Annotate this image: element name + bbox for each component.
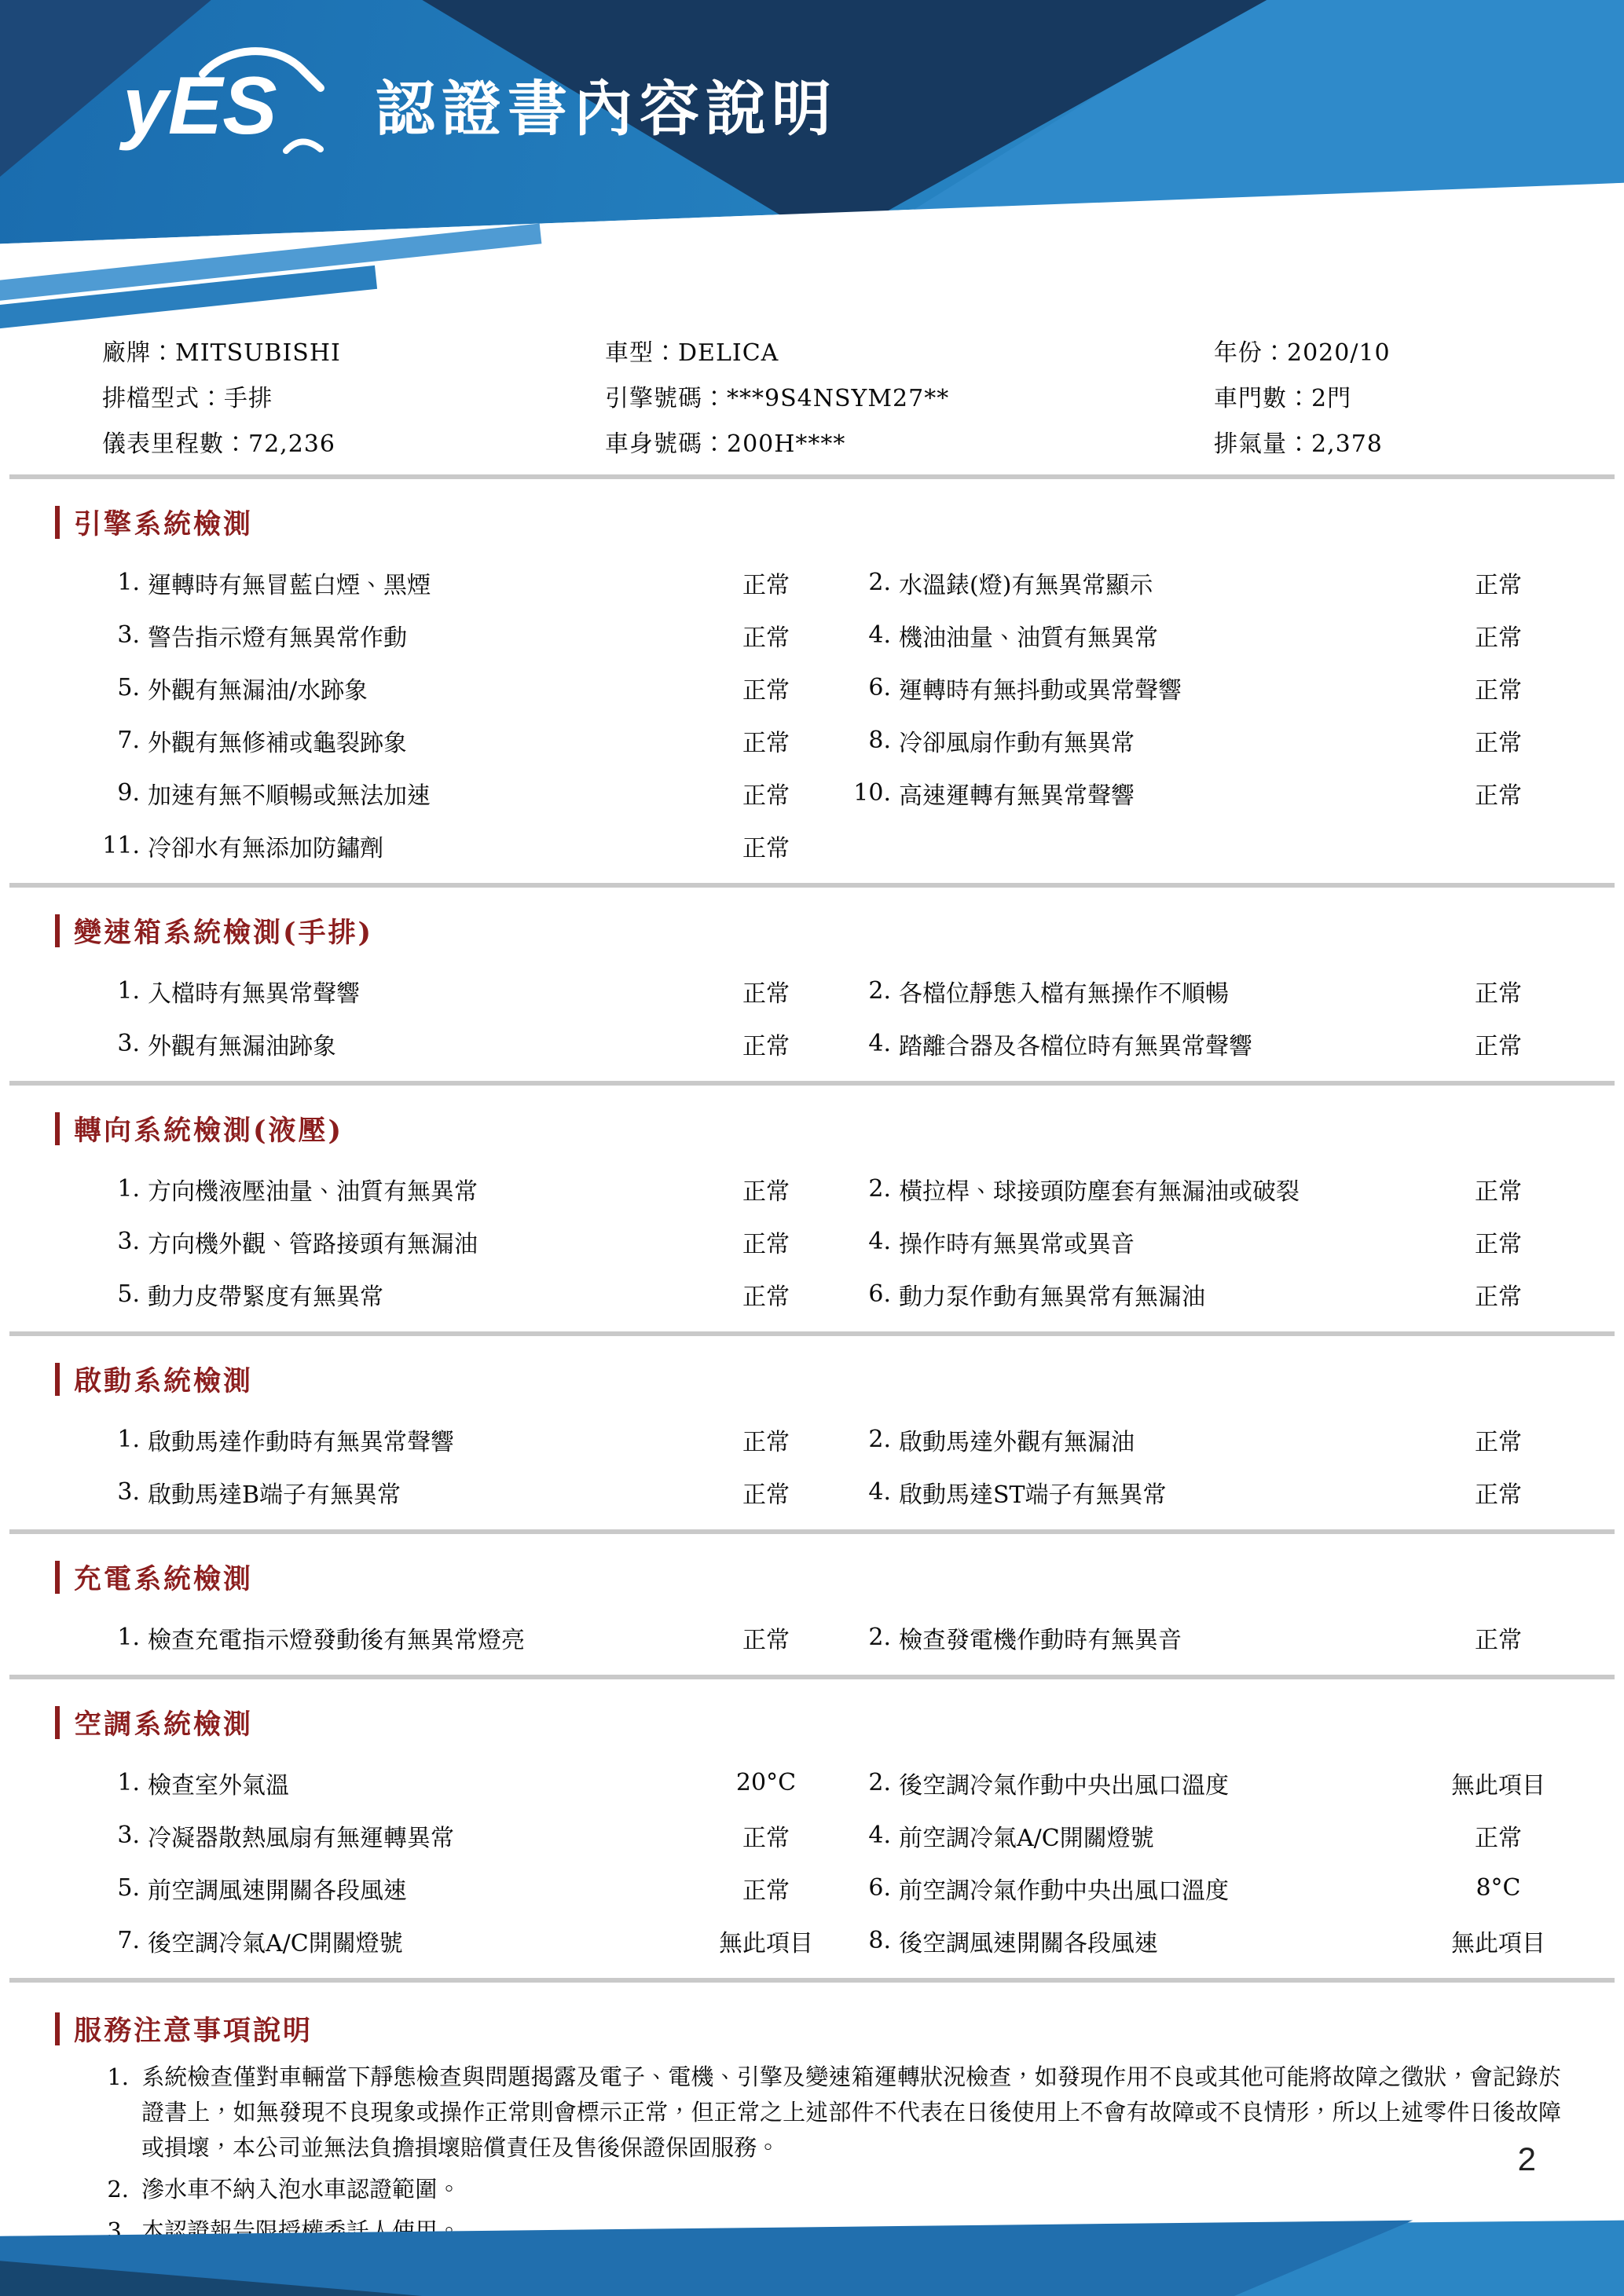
section-divider: [9, 474, 1615, 479]
vehicle-info-cell: [1214, 333, 1612, 368]
item-text: 水溫錶(燈)有無異常顯示: [899, 571, 1153, 599]
item-number: 5.: [117, 1280, 140, 1308]
item-number: 1.: [117, 1175, 140, 1203]
inspection-section: [0, 1703, 1624, 1983]
item-number: 11.: [102, 832, 140, 859]
item-text: 啟動馬達外觀有無漏油: [899, 1428, 1135, 1456]
note-text: 滲水車不納入泡水車認證範圍。: [141, 2175, 461, 2203]
section-title-row: [55, 1109, 1624, 1148]
item-label: [841, 661, 1432, 714]
item-number: 2.: [868, 1769, 891, 1796]
vehicle-info-cell: [605, 333, 1214, 368]
vehicle-info-label: 排檔型式：: [102, 385, 224, 412]
item-number: 3.: [117, 1228, 140, 1255]
section-title: 轉向系統檢測(液壓): [74, 1115, 344, 1147]
item-text: 後空調冷氣作動中央出風口溫度: [899, 1771, 1229, 1800]
item-number: 5.: [117, 1874, 140, 1902]
inspection-section: [0, 503, 1624, 888]
item-number: 2.: [868, 1624, 891, 1651]
vehicle-info-cell: [605, 424, 1214, 459]
vehicle-info-cell: [102, 379, 605, 413]
item-text: 入檔時有無異常聲響: [148, 980, 360, 1008]
item-status: 正常: [1475, 1177, 1522, 1206]
item-number: 8.: [868, 727, 891, 754]
item-number: 8.: [868, 1927, 891, 1954]
item-number: 1.: [117, 1426, 140, 1453]
item-label: [841, 1914, 1432, 1967]
item-status: 正常: [742, 676, 790, 705]
item-text: 冷卻風扇作動有無異常: [899, 729, 1135, 757]
item-text: 機油油量、油質有無異常: [899, 624, 1158, 652]
item-status: 正常: [1475, 676, 1522, 705]
item-status: 正常: [1475, 1032, 1522, 1060]
item-text: 檢查充電指示燈發動後有無異常燈亮: [148, 1626, 525, 1654]
note-number: 1.: [107, 2063, 129, 2090]
vehicle-info-cell: [1214, 379, 1612, 413]
item-label: [102, 1756, 691, 1809]
vehicle-info-value: 2,378: [1311, 430, 1383, 458]
section-accent-bar: [55, 1363, 60, 1396]
note-item: [0, 2172, 1624, 2207]
item-label: [102, 1163, 691, 1215]
note-text: 系統檢查僅對車輛當下靜態檢查與問題揭露及電子、電機、引擎及變速箱運轉狀況檢查，如發現作用不良或其他可能將故障之徵狀，會記錄於證書上，如無發現不良現象或操作正常則會標示正常，但正常之上述部件不代表在日後使用上不會有故障或不良情形，所以上述零件日後故障或損壞，本公司並無法負擔損壞賠償責任及售後保證保固服務。: [141, 2063, 1561, 2161]
svg-text:yES: yES: [123, 60, 277, 152]
item-status: 正常: [1475, 782, 1522, 810]
vehicle-info: [0, 305, 1624, 474]
item-status: 正常: [742, 980, 790, 1008]
item-label: [102, 965, 691, 1017]
vehicle-info-label: 引擎號碼：: [605, 385, 727, 412]
item-text: 前空調冷氣A/C開關燈號: [899, 1824, 1154, 1852]
section-accent-bar: [55, 2012, 60, 2045]
item-number: 9.: [117, 779, 140, 807]
item-number: 2.: [868, 977, 891, 1005]
vehicle-info-label: 車門數：: [1214, 385, 1311, 412]
item-label: [841, 965, 1432, 1017]
item-text: 檢查發電機作動時有無異音: [899, 1626, 1182, 1654]
section-divider: [9, 883, 1615, 888]
inspection-section: [0, 1360, 1624, 1534]
item-text: 運轉時有無抖動或異常聲響: [899, 676, 1182, 705]
item-text: 前空調風速開關各段風速: [148, 1877, 407, 1905]
item-number: 6.: [868, 1874, 891, 1902]
section-divider: [9, 1675, 1615, 1679]
section-divider: [9, 1331, 1615, 1336]
item-status: 正常: [742, 1824, 790, 1852]
item-label: [102, 661, 691, 714]
notes-title: 服務注意事項說明: [74, 2015, 313, 2047]
vehicle-info-value: ***9S4NSYM27**: [727, 385, 950, 412]
item-text: 冷凝器散熱風扇有無運轉異常: [148, 1824, 454, 1852]
page-title: 認證書內容說明: [376, 76, 838, 143]
item-status: 正常: [1475, 1283, 1522, 1311]
item-number: 7.: [117, 1927, 140, 1954]
item-number: 4.: [868, 1030, 891, 1057]
item-text: 後空調風速開關各段風速: [899, 1929, 1158, 1957]
item-label: [102, 767, 691, 819]
note-item: [0, 2060, 1624, 2166]
item-status: 無此項目: [1451, 1929, 1545, 1957]
item-label: [841, 1862, 1432, 1914]
section-title-row: [55, 1703, 1624, 1742]
item-status: 正常: [742, 834, 790, 862]
page-header: [0, 0, 1624, 305]
item-number: 2.: [868, 569, 891, 596]
item-number: 1.: [117, 569, 140, 596]
item-label: [102, 1268, 691, 1320]
item-text: 警告指示燈有無異常作動: [148, 624, 407, 652]
item-number: 4.: [868, 1228, 891, 1255]
inspection-section: [0, 1109, 1624, 1336]
section-title: 引擎系統檢測: [74, 508, 254, 540]
vehicle-info-value: DELICA: [678, 339, 779, 367]
item-text: 方向機液壓油量、油質有無異常: [148, 1177, 478, 1206]
item-label: [841, 1809, 1432, 1862]
vehicle-info-cell: [605, 379, 1214, 413]
item-number: 4.: [868, 1478, 891, 1506]
section-title-row: [55, 1558, 1624, 1597]
item-status: 20°C: [735, 1769, 797, 1796]
item-status: 無此項目: [1451, 1771, 1545, 1800]
inspection-items: [0, 1753, 1624, 1978]
item-label: [102, 714, 691, 767]
item-number: 1.: [117, 1769, 140, 1796]
item-status: 正常: [1475, 1481, 1522, 1509]
section-accent-bar: [55, 914, 60, 947]
item-status: 正常: [742, 1283, 790, 1311]
vehicle-info-value: 2020/10: [1287, 339, 1391, 367]
vehicle-info-cell: [102, 424, 605, 459]
item-text: 啟動馬達ST端子有無異常: [899, 1481, 1167, 1509]
item-number: 6.: [868, 674, 891, 701]
inspection-items: [0, 961, 1624, 1081]
vehicle-info-value: MITSUBISHI: [175, 339, 341, 367]
item-status: 正常: [1475, 571, 1522, 599]
item-number: 4.: [868, 1822, 891, 1849]
section-accent-bar: [55, 1706, 60, 1739]
page-number: 2: [1517, 2140, 1536, 2177]
vehicle-info-label: 年份：: [1214, 339, 1287, 367]
item-status: 正常: [742, 729, 790, 757]
item-label: [841, 1756, 1432, 1809]
vehicle-info-cell: [102, 333, 605, 368]
item-label: [102, 1611, 691, 1664]
item-label: [841, 1268, 1432, 1320]
item-text: 啟動馬達作動時有無異常聲響: [148, 1428, 454, 1456]
item-label: [102, 819, 691, 872]
item-status: 正常: [742, 1230, 790, 1258]
item-status: 無此項目: [719, 1929, 813, 1957]
section-title: 空調系統檢測: [74, 1708, 254, 1741]
item-text: 動力皮帶緊度有無異常: [148, 1283, 383, 1311]
item-number: 3.: [117, 1030, 140, 1057]
item-number: 2.: [868, 1426, 891, 1453]
item-label: [102, 609, 691, 661]
item-status: 正常: [742, 1428, 790, 1456]
item-text: 外觀有無漏油/水跡象: [148, 676, 368, 705]
inspection-items: [0, 1608, 1624, 1675]
item-number: 10.: [853, 779, 891, 807]
item-status: 正常: [742, 1481, 790, 1509]
item-status: 正常: [1475, 980, 1522, 1008]
section-divider: [9, 1978, 1615, 1983]
item-text: 檢查室外氣溫: [148, 1771, 289, 1800]
inspection-items: [0, 553, 1624, 883]
vehicle-info-label: 車身號碼：: [605, 430, 727, 458]
item-label: [102, 1862, 691, 1914]
vehicle-info-label: 排氣量：: [1214, 430, 1311, 458]
item-status: 正常: [742, 1032, 790, 1060]
item-number: 5.: [117, 674, 140, 701]
item-label: [102, 1215, 691, 1268]
item-label: [841, 1466, 1432, 1518]
item-number: 6.: [868, 1280, 891, 1308]
item-status: 正常: [1475, 1230, 1522, 1258]
section-accent-bar: [55, 1112, 60, 1145]
item-number: 3.: [117, 1822, 140, 1849]
vehicle-info-label: 廠牌：: [102, 339, 175, 367]
item-text: 動力泵作動有無異常有無漏油: [899, 1283, 1205, 1311]
note-text: 本認證報告限授權委託人使用。: [141, 2217, 461, 2244]
item-text: 後空調冷氣A/C開關燈號: [148, 1929, 403, 1957]
item-text: 各檔位靜態入檔有無操作不順暢: [899, 980, 1229, 1008]
section-title-row: [55, 503, 1624, 542]
item-label: [841, 1017, 1432, 1070]
item-label: [102, 1914, 691, 1967]
inspection-items: [0, 1410, 1624, 1529]
car-logo-icon: [118, 33, 354, 174]
section-title-row: [55, 1360, 1624, 1399]
page-footer: [0, 2208, 1624, 2296]
item-number: 1.: [117, 1624, 140, 1651]
item-label: [102, 1466, 691, 1518]
item-status: 正常: [742, 624, 790, 652]
vehicle-info-value: 72,236: [248, 430, 335, 458]
inspection-items: [0, 1159, 1624, 1331]
item-status: 正常: [742, 1177, 790, 1206]
item-status: 正常: [742, 1877, 790, 1905]
section-title: 充電系統檢測: [74, 1563, 254, 1595]
note-number: 2.: [107, 2175, 129, 2203]
item-status: 正常: [1475, 1428, 1522, 1456]
item-text: 操作時有無異常或異音: [899, 1230, 1135, 1258]
section-accent-bar: [55, 1561, 60, 1594]
item-text: 橫拉桿、球接頭防塵套有無漏油或破裂: [899, 1177, 1300, 1206]
item-text: 冷卻水有無添加防鏽劑: [148, 834, 383, 862]
item-status: 8°C: [1476, 1874, 1521, 1902]
item-label: [841, 714, 1432, 767]
vehicle-info-value: 2門: [1311, 385, 1352, 412]
yes-logo: [118, 33, 354, 174]
vehicle-info-label: 車型：: [605, 339, 678, 367]
item-label: [841, 1215, 1432, 1268]
item-text: 方向機外觀、管路接頭有無漏油: [148, 1230, 478, 1258]
section-divider: [9, 1529, 1615, 1534]
item-text: 外觀有無修補或龜裂跡象: [148, 729, 407, 757]
item-label: [102, 1413, 691, 1466]
item-label: [102, 1809, 691, 1862]
item-label: [841, 767, 1432, 819]
vehicle-info-cell: [1214, 424, 1612, 459]
item-status: 正常: [742, 1626, 790, 1654]
item-status: 正常: [1475, 624, 1522, 652]
item-label: [841, 556, 1432, 609]
item-number: 1.: [117, 977, 140, 1005]
item-label: [841, 1611, 1432, 1664]
item-number: 3.: [117, 1478, 140, 1506]
item-label: [102, 556, 691, 609]
vehicle-info-value: 200H****: [727, 430, 846, 458]
section-title-row: [55, 911, 1624, 950]
section-accent-bar: [55, 506, 60, 539]
section-title: 變速箱系統檢測(手排): [74, 917, 374, 949]
item-text: 外觀有無漏油跡象: [148, 1032, 336, 1060]
item-number: 4.: [868, 621, 891, 649]
item-text: 加速有無不順暢或無法加速: [148, 782, 431, 810]
item-status: 正常: [1475, 1824, 1522, 1852]
item-text: 前空調冷氣作動中央出風口溫度: [899, 1877, 1229, 1905]
item-text: 踏離合器及各檔位時有無異常聲響: [899, 1032, 1252, 1060]
inspection-section: [0, 1558, 1624, 1679]
item-status: 正常: [1475, 729, 1522, 757]
item-number: 7.: [117, 727, 140, 754]
item-number: 3.: [117, 621, 140, 649]
note-number: 3.: [107, 2217, 129, 2244]
item-label: [102, 1017, 691, 1070]
item-text: 高速運轉有無異常聲響: [899, 782, 1135, 810]
item-label: [841, 609, 1432, 661]
item-number: 2.: [868, 1175, 891, 1203]
item-status: 正常: [742, 782, 790, 810]
item-status: 正常: [742, 571, 790, 599]
inspection-section: [0, 911, 1624, 1086]
item-text: 啟動馬達B端子有無異常: [148, 1481, 401, 1509]
notes-title-row: [55, 2009, 1624, 2049]
section-divider: [9, 1081, 1615, 1086]
item-text: 運轉時有無冒藍白煙、黑煙: [148, 571, 431, 599]
item-status: 正常: [1475, 1626, 1522, 1654]
item-label: [841, 1163, 1432, 1215]
inspection-sections: [0, 503, 1624, 1983]
vehicle-info-label: 儀表里程數：: [102, 430, 248, 458]
vehicle-info-value: 手排: [224, 385, 273, 412]
item-label: [841, 1413, 1432, 1466]
section-title: 啟動系統檢測: [74, 1365, 254, 1397]
